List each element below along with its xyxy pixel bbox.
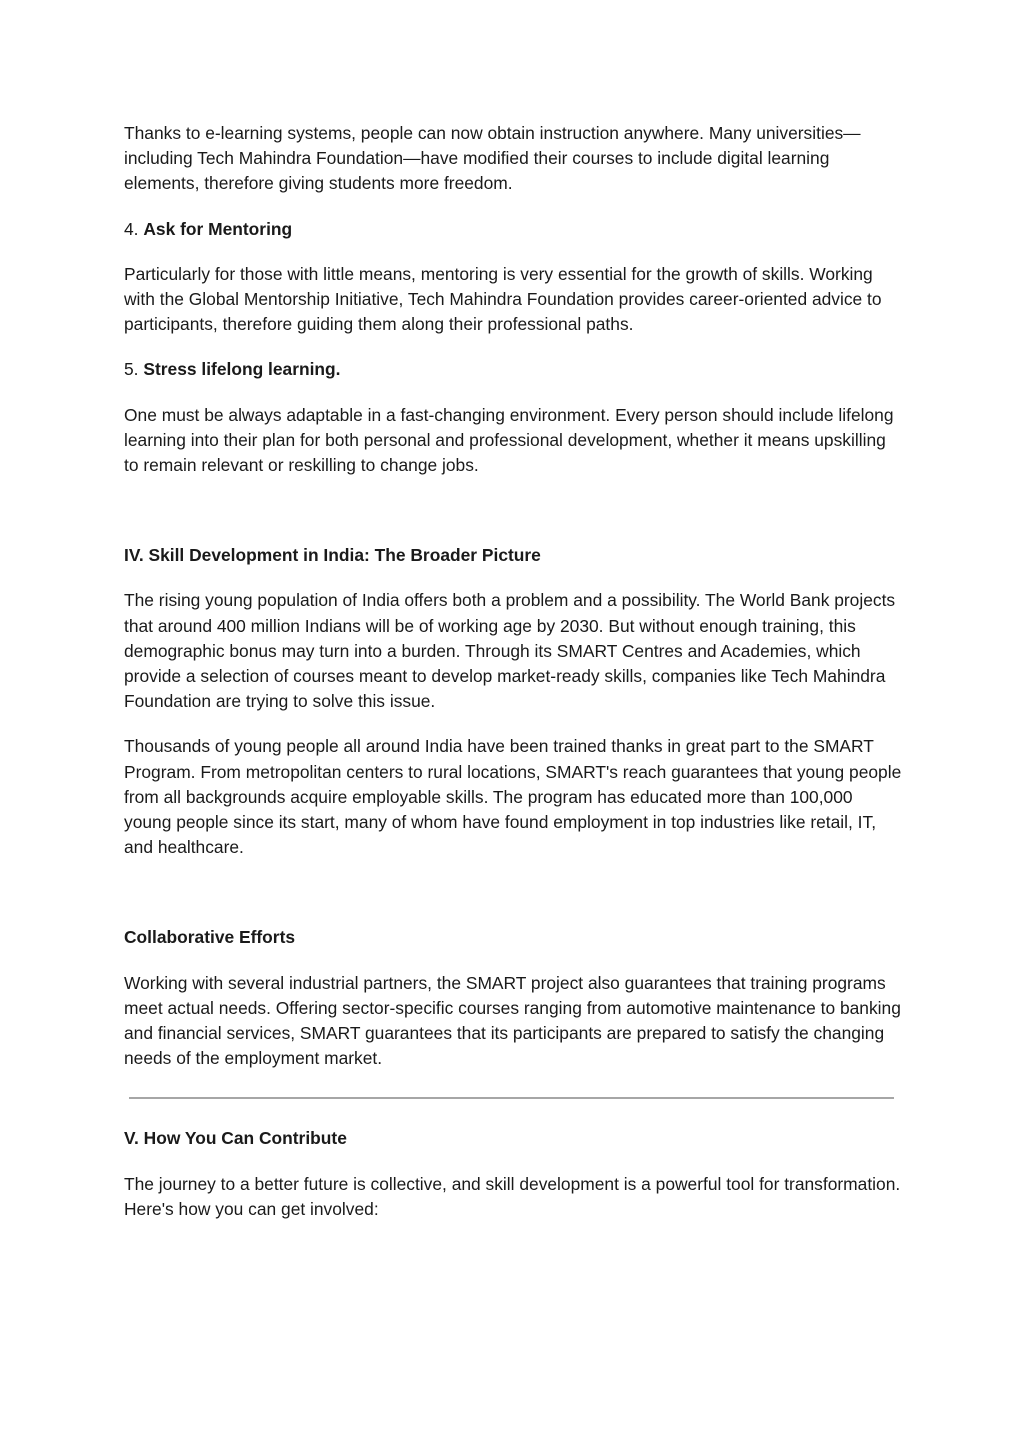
spacer xyxy=(124,880,904,925)
item-heading-lifelong xyxy=(124,357,904,382)
horizontal-divider xyxy=(129,1097,894,1099)
document-body xyxy=(124,121,904,1242)
paragraph-smart-program: Thousands of young people all around India have been trained thanks in great part to the SMART Program. From metropolitan centers to rural locations, SMART's reach guarantees that young people from all backgrounds acquire employable skills. The program has educated more than 100,000 young people since its start, many of whom have found employment in top industries like retail, IT, and healthcare. xyxy=(124,736,902,858)
item-title: Stress lifelong learning. xyxy=(143,359,341,380)
paragraph-contribute: The journey to a better future is collective, and skill development is a powerful tool for transformation. Here's how you can get involved: xyxy=(124,1173,901,1219)
paragraph-population: The rising young population of India offers both a problem and a possibility. The World Bank projects that around 400 million Indians will be of working age by 2030. But without enough training, this demographic bonus may turn into a burden. Through its SMART Centres and Academies, which provide a selection of courses meant to develop market-ready skills, companies like Tech Mahindra Foundation are trying to solve this issue. xyxy=(124,590,896,712)
section-heading-v: V. How You Can Contribute xyxy=(124,1128,347,1149)
paragraph-lifelong: One must be always adaptable in a fast-changing environment. Every person should include lifelong learning into their plan for both personal and professional development, whether it means upskilling to remain relevant or reskilling to change jobs. xyxy=(124,404,894,476)
item-number: 4. xyxy=(124,218,139,239)
paragraph-collaborative: Working with several industrial partners, the SMART project also guarantees that training programs meet actual needs. Offering sector-specific courses ranging from automotive maintenance to banking and financial services, SMART guarantees that its participants are prepared to satisfy the changing needs of the employment market. xyxy=(124,972,901,1069)
section-heading-collaborative: Collaborative Efforts xyxy=(124,927,296,948)
item-title: Ask for Mentoring xyxy=(143,218,293,239)
item-heading-mentoring xyxy=(124,217,904,242)
item-number: 5. xyxy=(124,359,139,380)
section-heading-iv: IV. Skill Development in India: The Broader Picture xyxy=(124,545,541,566)
paragraph-mentoring: Particularly for those with little means, mentoring is very essential for the growth of skills. Working with the Global Mentorship Initiative, Tech Mahindra Foundation provides career-oriented advice to participants, therefore guiding them along their professional paths. xyxy=(124,263,882,335)
paragraph-elearning: Thanks to e-learning systems, people can now obtain instruction anywhere. Many universities—including Tech Mahindra Foundation—have modified their courses to include digital learning elements, therefore giving students more freedom. xyxy=(124,123,861,194)
spacer xyxy=(124,498,904,543)
